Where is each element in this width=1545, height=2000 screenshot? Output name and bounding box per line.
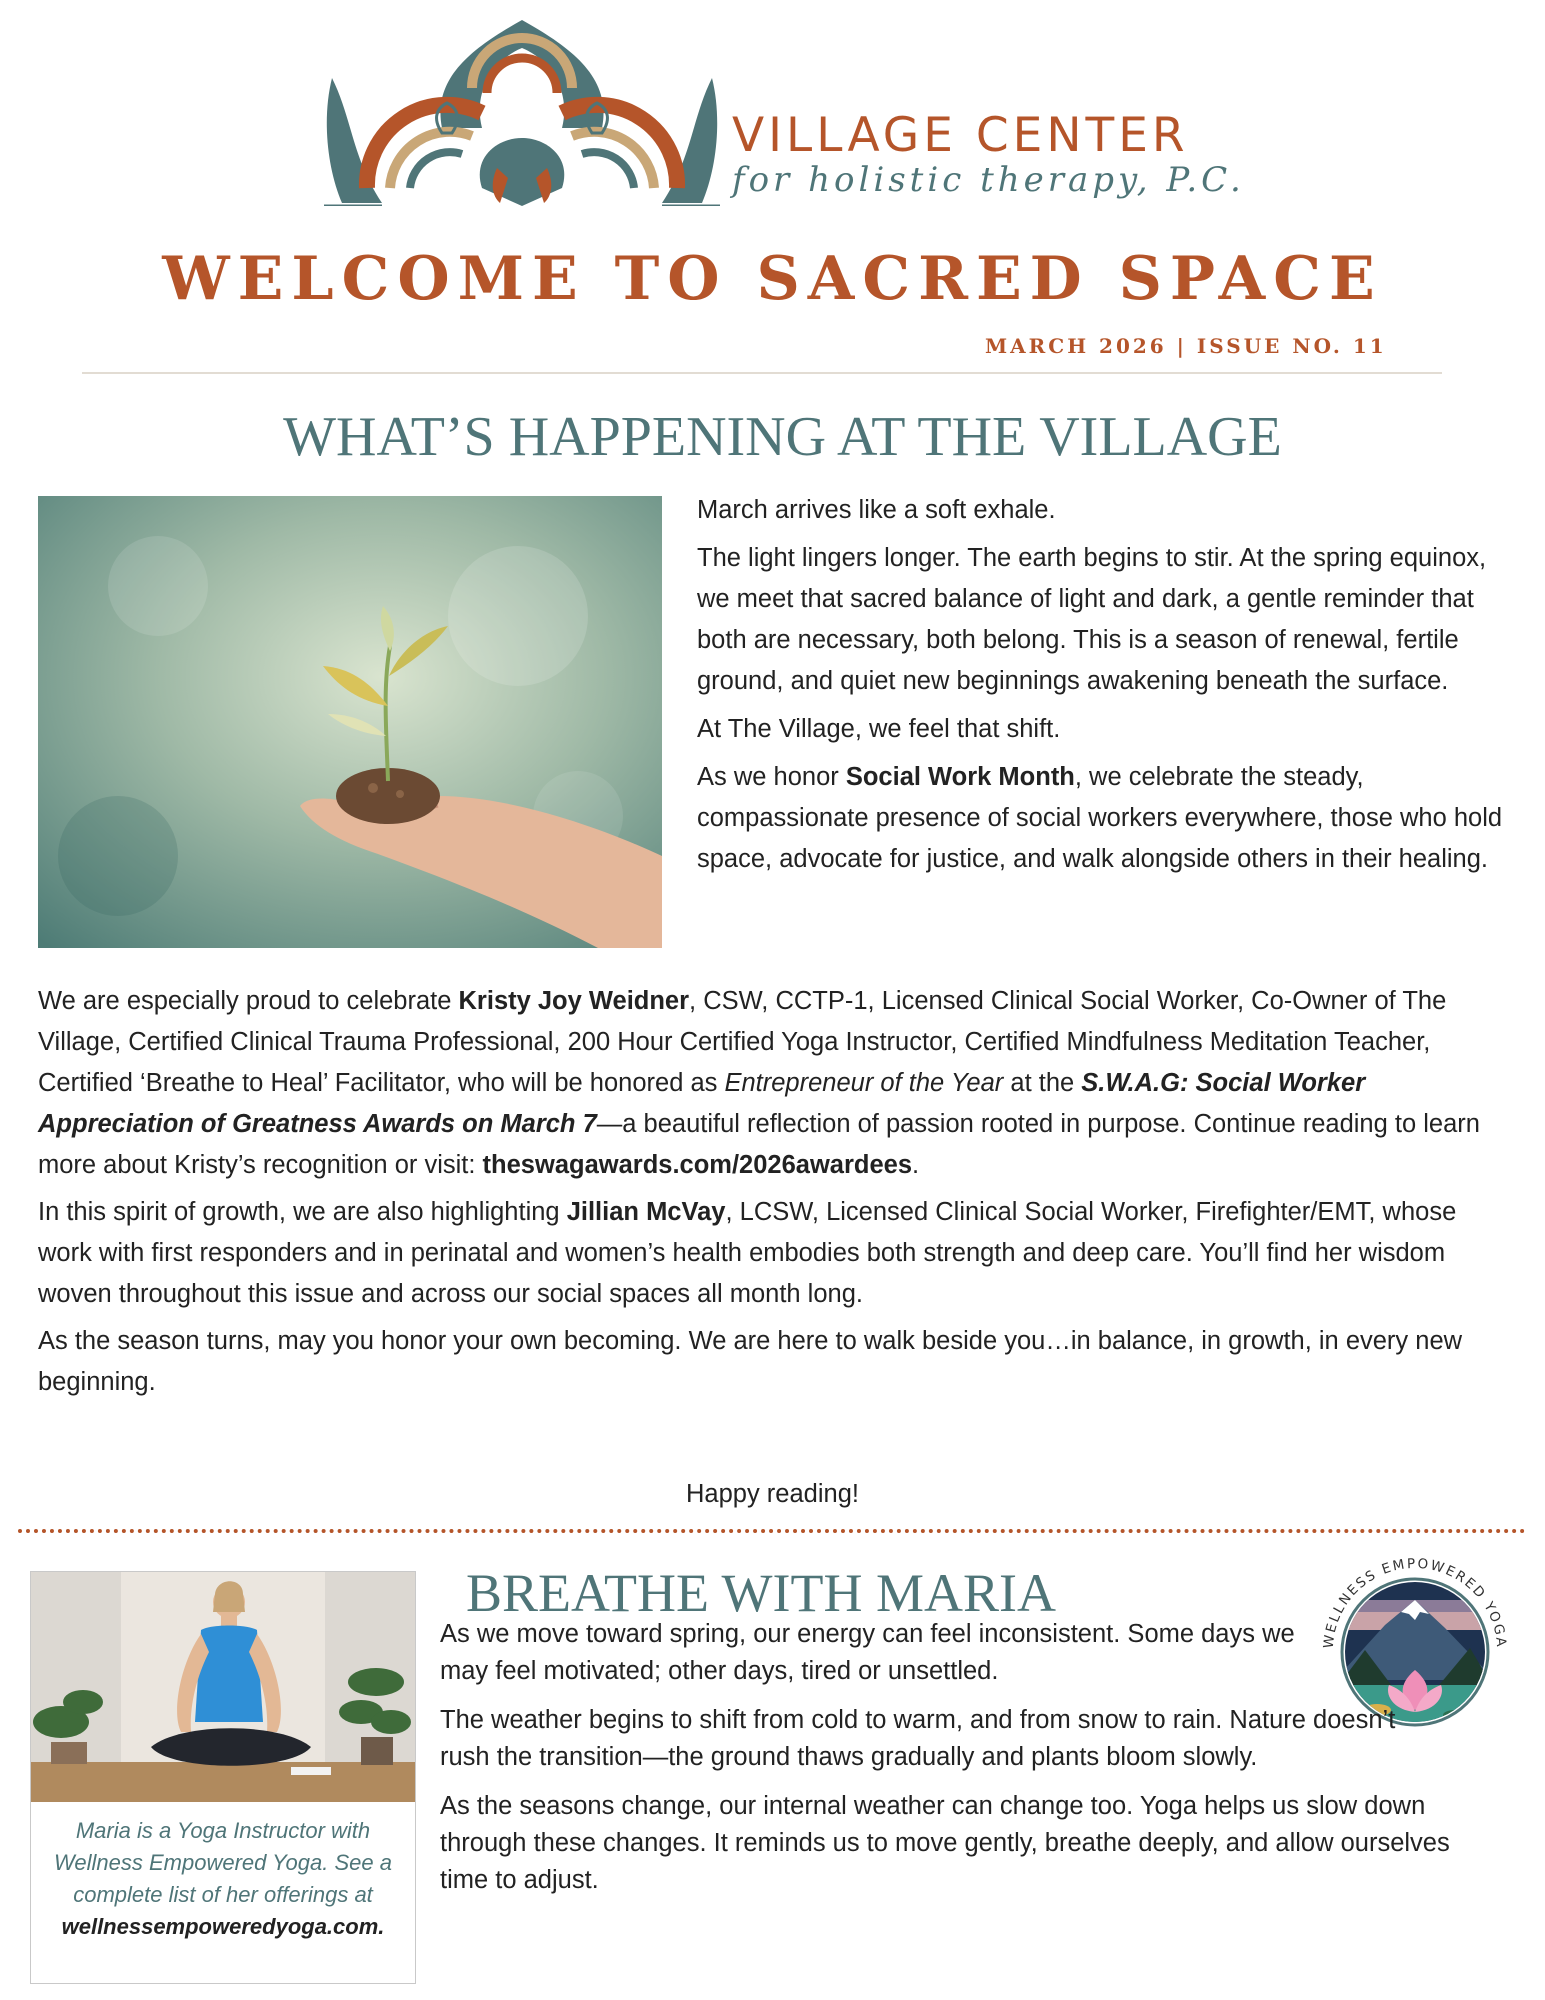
dotted-divider (18, 1529, 1526, 1533)
issue-line: MARCH 2026 | ISSUE NO. 11 (985, 334, 1387, 358)
intro-copy (697, 490, 1517, 887)
org-name: VILLAGE CENTER (732, 108, 1189, 163)
maria-bio: Maria is a Yoga Instructor with Wellness Empowered Yoga. See a complete list of her offerings at (54, 1818, 392, 1907)
badge-text: WELLNESS EMPOWERED YOGA (1320, 1555, 1510, 1650)
section-heading: WHAT’S HAPPENING AT THE VILLAGE (283, 406, 1282, 468)
breathe-paragraph: As we move toward spring, our energy can feel inconsistent. Some days we may feel motivated; other days, tired or unsettled. (440, 1620, 1295, 1685)
breathe-heading: BREATHE WITH MARIA (466, 1563, 1056, 1623)
intro-paragraph: March arrives like a soft exhale. (697, 496, 1056, 524)
maria-card (30, 1571, 416, 1984)
header-divider (82, 372, 1442, 374)
kristy-paragraph: We are especially proud to celebrate Kristy Joy Weidner, CSW, CCTP-1, Licensed Clinical Social Worker, Co-Owner of The Village, Certified Clinical Trauma Professional, 200 Hour Certified Yoga Instructor, Certified Mindfulness Meditation Teacher, Certified ‘Breathe to Heal’ Facilitator, who will be honored as Entrepreneur of the Year at the S.W.A.G: Social Worker Appreciation of Greatness Awards on March 7—a beautiful reflection of passion rooted in purpose. Continue reading to learn more about Kristy’s recognition or visit: theswagawards.com/2026awardees. (38, 987, 1480, 1179)
breathe-paragraph: As the seasons change, our internal weather can change too. Yoga helps us slow down through these changes. It reminds us to move gently, breathe deeply, and allow ourselves time to adjust. (440, 1792, 1450, 1894)
breathe-paragraph: The weather begins to shift from cold to warm, and from snow to rain. Nature doesn’t rush the transition—the ground thaws gradually and plants bloom slowly. (440, 1706, 1396, 1771)
mandala-lotus-logo (322, 18, 722, 206)
closing-paragraph: As the season turns, may you honor your own becoming. We are here to walk beside you…in balance, in growth, in every new beginning. (38, 1327, 1463, 1396)
maria-caption (37, 1815, 409, 1943)
intro-paragraph: At The Village, we feel that shift. (697, 715, 1061, 743)
breathe-copy (440, 1616, 1480, 1911)
happy-reading-line: Happy reading! (686, 1480, 859, 1508)
jillian-name: Jillian McVay (566, 1198, 726, 1226)
newsletter-title: WELCOME TO SACRED SPACE (162, 244, 1383, 314)
swag-awards-link[interactable]: theswagawards.com/2026awardees (482, 1151, 913, 1179)
wellness-website-link[interactable]: wellnessempoweredyoga.com. (61, 1914, 385, 1939)
body-copy (38, 981, 1508, 1409)
award-title: Entrepreneur of the Year (724, 1069, 1004, 1097)
sprout-in-hands-photo (38, 496, 662, 948)
yoga-instructor-photo (31, 1572, 415, 1802)
swag-awards-name: S.W.A.G: Social Worker Appreciation of Greatness Awards on March 7 (38, 1069, 1366, 1138)
intro-paragraph: The light lingers longer. The earth begins to stir. At the spring equinox, we meet that sacred balance of light and dark, a gentle reminder that both are necessary, both belong. This is a season of renewal, fertile ground, and quiet new beginnings awakening beneath the surface. (697, 544, 1487, 695)
org-tagline: for holistic therapy, P.C. (732, 160, 1245, 200)
social-work-month-highlight: Social Work Month (845, 763, 1075, 791)
kristy-name: Kristy Joy Weidner (458, 987, 690, 1015)
jillian-paragraph: In this spirit of growth, we are also highlighting Jillian McVay, LCSW, Licensed Clinical Social Worker, Firefighter/EMT, whose work with first responders and in perinatal and women’s health embodies both strength and deep care. You’ll find her wisdom woven throughout this issue and across our social spaces all month long. (38, 1198, 1457, 1308)
intro-paragraph: As we honor Social Work Month, we celebrate the steady, compassionate presence of social workers everywhere, those who hold space, advocate for justice, and walk alongside others in their healing. (697, 763, 1503, 873)
